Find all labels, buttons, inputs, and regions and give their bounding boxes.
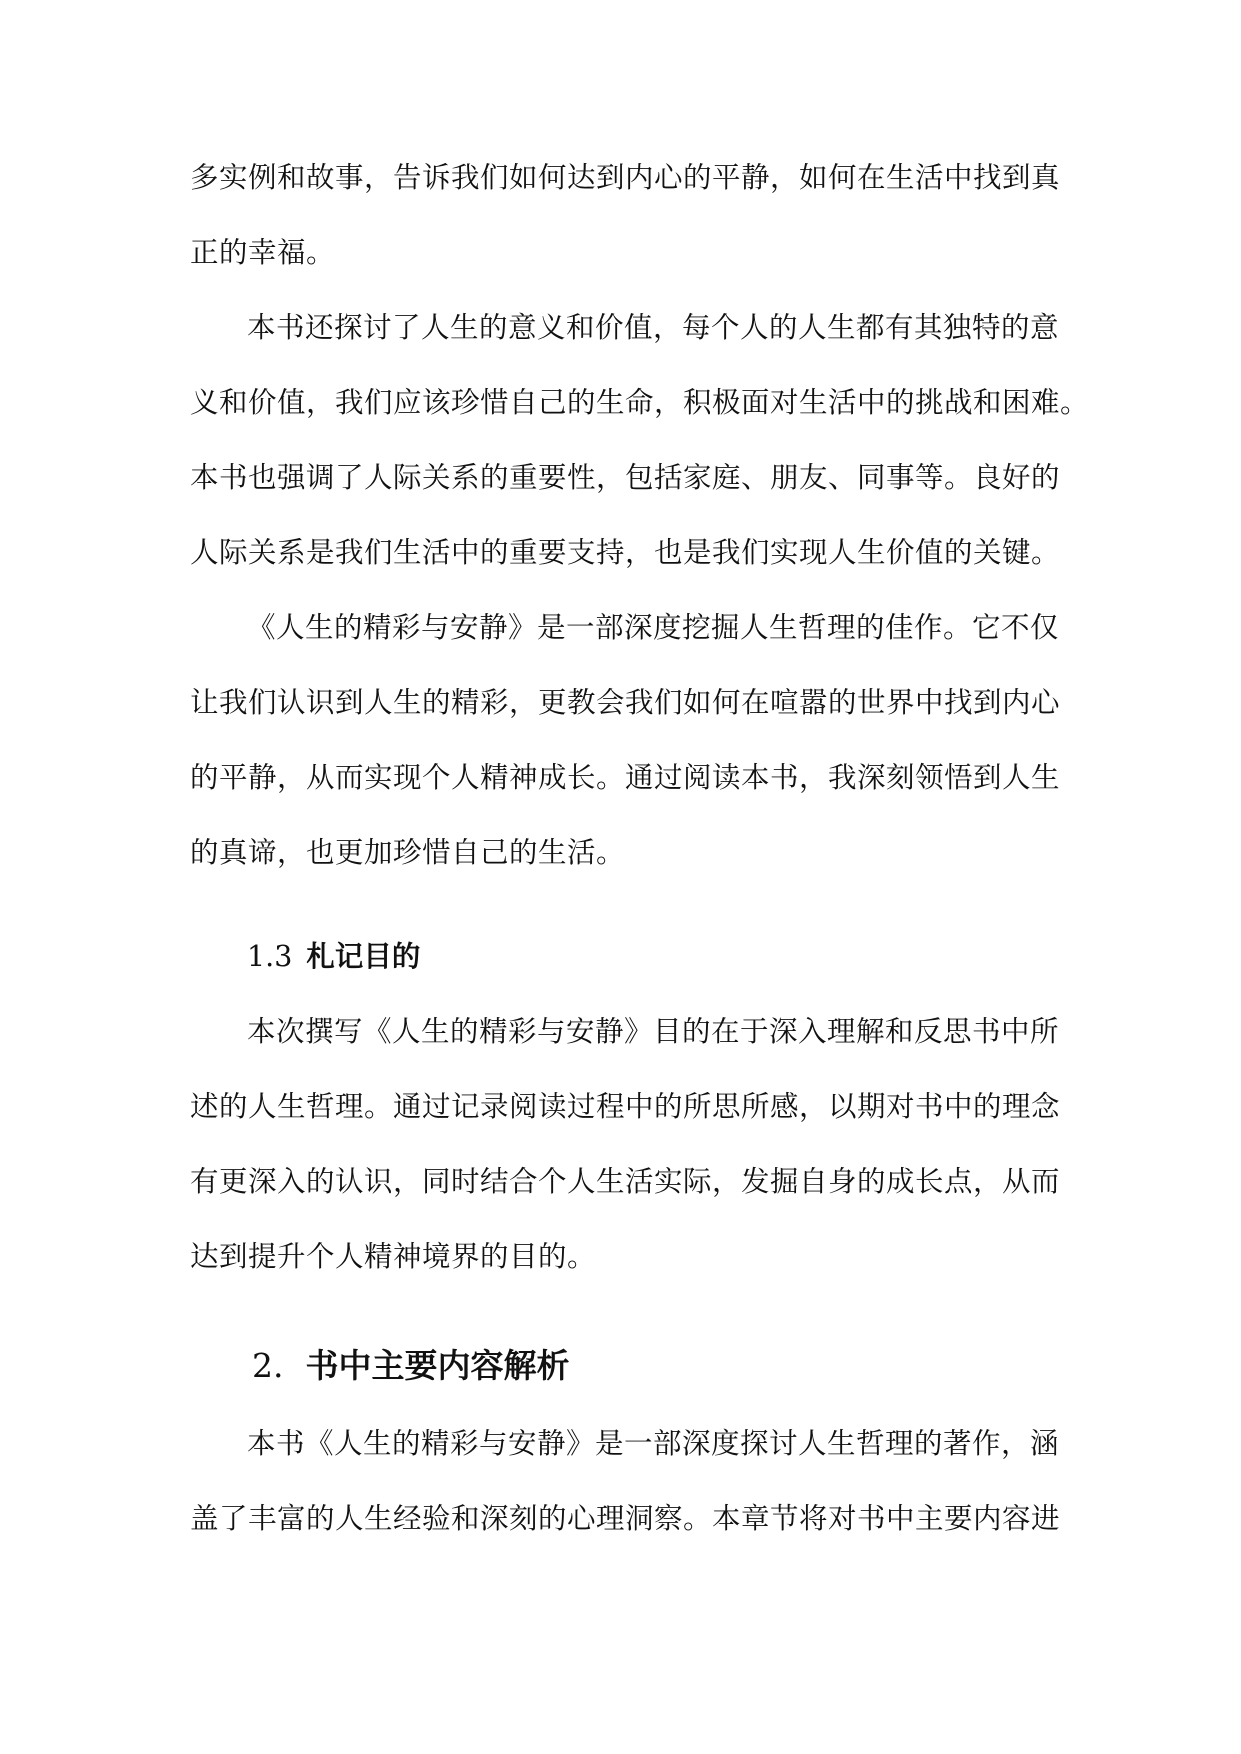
text-line: 《人生的精彩与安静》是一部深度挖掘人生哲理的佳作。它不仅 <box>247 611 1060 644</box>
section-number: 2. <box>252 1346 284 1385</box>
text-line: 本次撰写《人生的精彩与安静》目的在于深入理解和反思书中所 <box>247 1015 1060 1048</box>
subsection-number: 1.3 <box>247 940 293 973</box>
text-line: 人际关系是我们生活中的重要支持，也是我们实现人生价值的关键。 <box>190 536 1061 569</box>
text-line: 达到提升个人精神境界的目的。 <box>190 1240 597 1273</box>
text-line: 让我们认识到人生的精彩，更教会我们如何在喧嚣的世界中找到内心 <box>190 686 1061 719</box>
text-line: 的真谛，也更加珍惜自己的生活。 <box>190 836 626 869</box>
text-line: 述的人生哲理。通过记录阅读过程中的所思所感，以期对书中的理念 <box>190 1090 1061 1123</box>
paragraph-purpose <box>190 994 1061 1294</box>
section-title: 书中主要内容解析 <box>305 1346 570 1385</box>
paragraph-meaning-and-value <box>190 290 1090 590</box>
text-line: 有更深入的认识，同时结合个人生活实际，发掘自身的成长点，从而 <box>190 1165 1061 1198</box>
text-line: 正的幸福。 <box>190 236 336 269</box>
subsection-title: 札记目的 <box>306 939 421 973</box>
text-line: 本书《人生的精彩与安静》是一部深度探讨人生哲理的著作，涵 <box>247 1427 1060 1460</box>
text-line: 的平静，从而实现个人精神成长。通过阅读本书，我深刻领悟到人生 <box>190 761 1061 794</box>
paragraph-continuation <box>190 140 1061 290</box>
section-heading <box>190 1326 1055 1406</box>
text-line: 本书也强调了人际关系的重要性，包括家庭、朋友、同事等。良好的 <box>190 461 1061 494</box>
text-line: 多实例和故事，告诉我们如何达到内心的平静，如何在生活中找到真 <box>190 161 1061 194</box>
text-line: 盖了丰富的人生经验和深刻的心理洞察。本章节将对书中主要内容进 <box>190 1502 1061 1535</box>
text-line: 义和价值，我们应该珍惜自己的生命，积极面对生活中的挑战和困难。 <box>190 386 1090 419</box>
document-page <box>190 140 1090 1556</box>
paragraph-summary <box>190 590 1061 890</box>
paragraph-content-analysis <box>190 1406 1061 1556</box>
subsection-heading <box>190 919 1055 994</box>
text-line: 本书还探讨了人生的意义和价值，每个人的人生都有其独特的意 <box>247 311 1060 344</box>
